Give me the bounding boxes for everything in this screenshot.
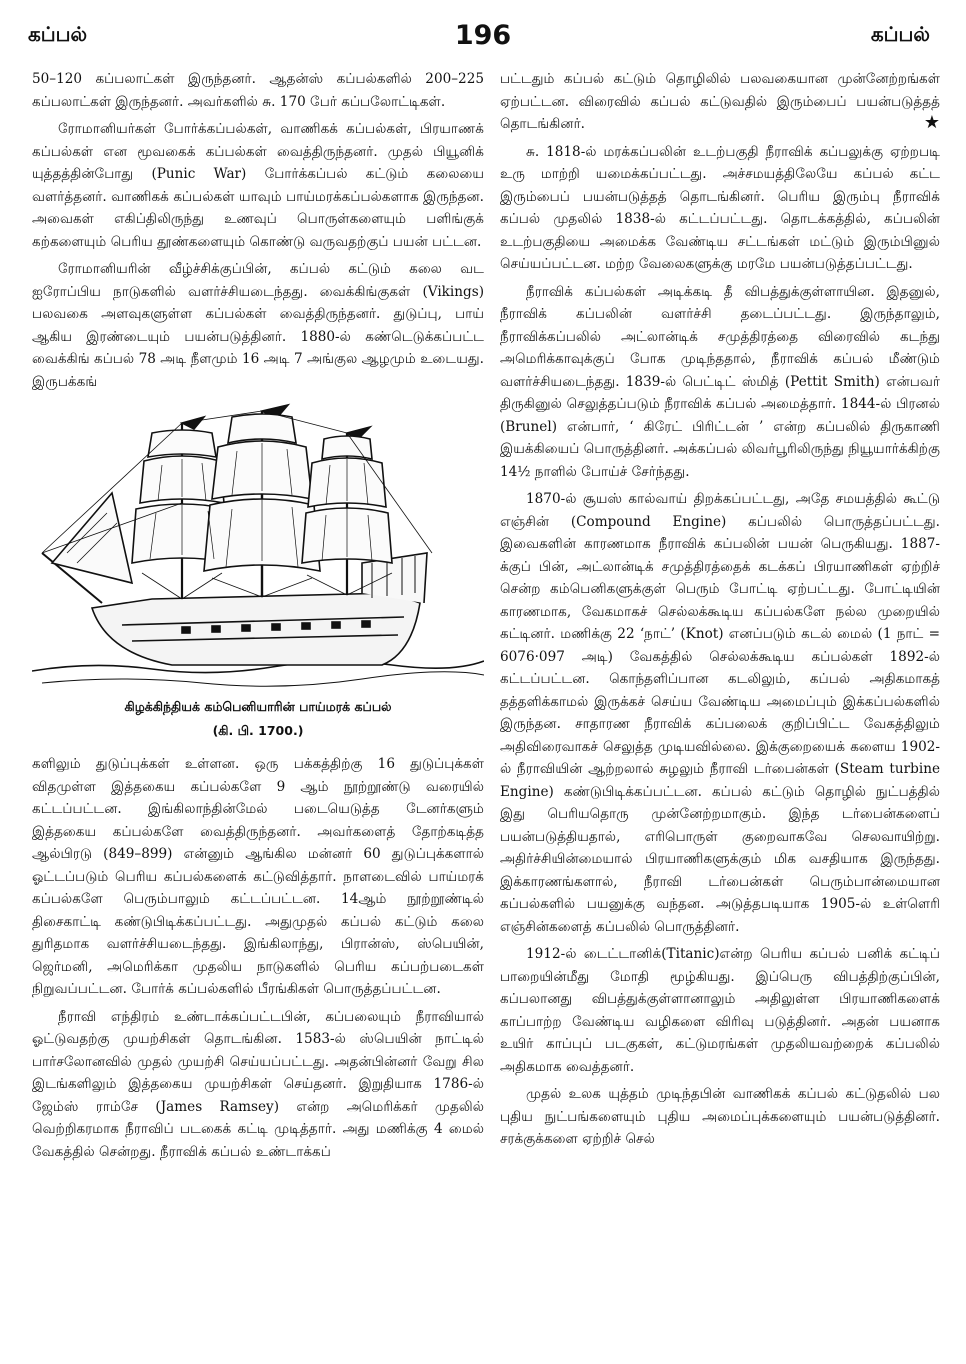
page-number: 196	[454, 20, 512, 51]
paragraph: 1912-ல் டைட்டானிக்(Titanic)என்ற பெரிய கப்பல் பனிக் கட்டிப் பாறையின்மீது மோதி மூழ்கியது. இப்பெரு விபத்திற்குப்பின், கப்பலானது விபத்துக்குள்ளானாலும் அதிலுள்ள பிரயாணிகளைக் காப்பாற்ற வேண்டிய வழிகளை விரிவு படுத்தினர். அதன் பயனாக உயிர் காப்புப் படகுகள், கட்டுமரங்கள் முதலியவற்றைக் கப்பலில் அதிகமாக வைத்தனர்.	[500, 946, 940, 1075]
right-column	[500, 68, 940, 1156]
figure-caption-date: (கி. பி. 1700.)	[212, 723, 304, 738]
figure-caption-title: கிழக்கிந்தியக் கம்பெனியாரின் பாய்மரக் கப்பல்	[124, 699, 392, 714]
paragraph: 50–120 கப்பலாட்கள் இருந்தனர். ஆதன்ஸ் கப்பல்களில் 200–225 கப்பலாட்கள் இருந்தனர். அவர்களில் சு. 170 பேர் கப்பலோட்டிகள்.	[32, 71, 484, 110]
paragraph	[500, 68, 940, 136]
paragraph: 1870-ல் சூயஸ் கால்வாய் திறக்கப்பட்டது, அதே சமயத்தில் கூட்டு எஞ்சின் (Compound Engine) கப்பலில் பொருத்தப்பட்டது. இவைகளின் காரணமாக நீராவிக் கப்பலின் பயன் பெருகியது. 1887-க்குப் பின், அட்லான்டிக் சமுத்திரத்தைக் கடக்கப் பிரயாணிகள் ஏற்றிச் சென்ற கம்பெனிகளுக்குள் பெரும் போட்டி ஏற்பட்டது. போட்டியின் காரணமாக, வேகமாகச் செல்லக்கூடிய கப்பல்களே நல்ல முறையில் கட்டினர். மணிக்கு 22 ‘நாட்’ (Knot) எனப்படும் கடல் மைல் (1 நாட் = 6076·097 அடி) வேகத்தில் செல்லக்கூடிய கப்பல்கள் 1892-ல் கட்டப்பட்டன. கொந்தளிப்பான கடலிலும், கப்பல் அதிகமாகத் தத்தளிக்காமல் இருக்கச் செய்ய வேண்டிய அமைப்பும் இக்கப்பல்களில் இருந்தன. சாதாரண நீராவிக் கப்பலைக் குறிப்பிட்ட வேகத்திலும் அதிவிரைவாகச் செலுத்த முடியவில்லை. இக்குறையைக் களைய 1902-ல் நீராவியின் ஆற்றலால் சுழலும் நீராவி டர்பைன்கள் (Steam turbine Engine) கண்டுபிடிக்கப்பட்டன. கப்பல் கட்டும் தொழில் நுட்பத்தில் இது பெரியதொரு முன்னேற்றமாகும். இந்த டர்பைன்களைப் பயன்படுத்தியதால், எரிபொருள் குறைவாகவே செலவாயிற்று. அதிர்ச்சியின்மையால் பிரயாணிகளுக்கும் மிக வசதியாக இருந்தது. இக்காரணங்களால், நீராவி டர்பைன்கள் பெரும்பான்மையான கப்பல்களில் பயனுக்கு வந்தன. அடுத்தபடியாக 1905-ல் உள்ளெரி எஞ்சின்களைத் கப்பலில் பொருத்தினர்.	[500, 491, 940, 935]
running-head-left: கப்பல்	[28, 22, 88, 46]
paragraph: முதல் உலக யுத்தம் முடிந்தபின் வாணிகக் கப்பல் கட்டுதலில் பல புதிய நுட்பங்களையும் புதிய அமைப்புக்களையும் பயன்படுத்தினர். சரக்குக்களை ஏற்றிச் செல்	[500, 1086, 940, 1147]
sailing-ship-drawing	[32, 403, 484, 693]
paragraph: சு. 1818-ல் மரக்கப்பலின் உடற்பகுதி நீராவிக் கப்பலுக்கு ஏற்றபடி உரு மாற்றி யமைக்கப்பட்டது. அச்சமயத்திலேயே கப்பல் கட்ட இரும்பைப் பயன்படுத்தத் தொடங்கினர். பெரிய இரும்பு நீராவிக் கப்பல் முதலில் 1838-ல் கட்டப்பட்டது. தொடக்கத்தில், கப்பலின் உடற்பகுதியை அமைக்க வேண்டிய சட்டங்கள் மட்டும் இரும்பினுல் செய்யப்பட்டன. மற்ற வேலைகளுக்கு மரமே பயன்படுத்தப்பட்டது.	[500, 143, 940, 272]
paragraph: நீராவிக் கப்பல்கள் அடிக்கடி தீ விபத்துக்குள்ளாயின. இதனுல், நீராவிக் கப்பலின் வளர்ச்சி தடைப்பட்டது. இருந்தாலும், நீராவிக்கப்பலில் அட்லான்டிக் சமுத்திரத்தை விரைவில் கடந்து அமெரிக்காவுக்குப் போக முடிந்ததால், நீராவிக் கப்பல் மீண்டும் வளர்ச்சியடைந்தது. 1839-ல் பெட்டிட் ஸ்மித் (Pettit Smith) என்பவர் திருகினுல் செலுத்தப்படும் நீராவிக் கப்பல் அமைத்தார். 1844-ல் பிரனல் (Brunel) என்பார், ‘ கிரேட் பிரிட்டன் ’ என்ற கப்பலில் திருகாணி இயக்கியைப் பொருத்தினர். அக்கப்பல் லிவர்பூரிலிருந்து நியூயார்க்கிற்கு 14½ நாளில் போய்ச் சேர்ந்தது.	[500, 283, 940, 480]
left-column	[32, 68, 484, 1168]
page-header	[0, 0, 966, 60]
running-head-right: கப்பல்	[870, 22, 930, 46]
paragraph-text: பட்டதும் கப்பல் கட்டும் தொழிலில் பலவகையான முன்னேற்றங்கள் ஏற்பட்டன. விரைவில் கப்பல் கட்டுவதில் இரும்பைப் பயன்படுத்தத் தொடங்கினர்.	[500, 71, 940, 132]
paragraph: ரோமானியர்கள் போர்க்கப்பல்கள், வாணிகக் கப்பல்கள், பிரயாணக் கப்பல்கள் என மூவகைக் கப்பல்கள் வைத்திருந்தனர். முதல் பியூனிக் யுத்தத்தின்போது (Punic War) போர்க்கப்பல் கட்டும் கலையை வளர்த்தனர். வாணிகக் கப்பல்கள் யாவும் பாய்மரக்கப்பல்களாக இருந்தன. அவைகள் எகிப்திலிருந்து உணவுப் பொருள்களையும் பளிங்குக் கற்களையும் பெரிய தூண்களையும் கொண்டு வருவதற்குப் பயன் பட்டன.	[32, 121, 484, 250]
paragraph: ரோமானியரின் வீழ்ச்சிக்குப்பின், கப்பல் கட்டும் கலை வட ஐரோப்பிய நாடுகளில் வளர்ச்சியடைந்தது. வைக்கிங்குகள் (Vikings) பலவகை அளவுகளுள்ள கப்பல்கள் வைத்திருந்தனர். துடுப்பு, பாய் ஆகிய இரண்டையும் பயன்படுத்தினர். 1880-ல் கண்டெடுக்கப்பட்ட வைக்கிங் கப்பல் 78 அடி நீளமும் 16 அடி 7 அங்குல ஆழமும் உடையது. இருபக்கங்	[32, 261, 484, 390]
paragraph: களிலும் துடுப்புக்கள் உள்ளன. ஒரு பக்கத்திற்கு 16 துடுப்புக்கள் விதமுள்ள இத்தகைய கப்பல்களே 9 ஆம் நூற்றூண்டு வரையில் கட்டப்பட்டன. இங்கிலாந்தின்மேல் படையெடுத்த டேனர்களும் இத்தகைய கப்பல்களே வைத்திருந்தனர். அவர்களைத் தோற்கடித்த ஆல்பிரடு (849–899) என்னும் ஆங்கில மன்னர் 60 துடுப்புக்களால் ஓட்டப்படும் பெரிய கப்பல்களைக் கட்டுவித்தார். நாளடைவில் பாய்மரக் கப்பல்களே பெரும்பாலும் கட்டப்பட்டன. 14ஆம் நூற்றூண்டில் திசைகாட்டி கண்டுபிடிக்கப்பட்டது. அதுமுதல் கப்பல் கட்டும் கலை துரிதமாக வளர்ச்சியடைந்தது. இங்கிலாந்து, பிரான்ஸ், ஸ்பெயின், ஜெர்மனி, அமெரிக்கா முதலிய நாடுகளில் பெரிய கப்பற்படைகள் நிறுவப்பட்டன. போர்க் கப்பல்களில் பீரங்கிகள் பொருத்தப்பட்டன.	[32, 756, 484, 997]
section-end-star-icon: ★	[923, 112, 940, 133]
ship-illustration-figure	[32, 403, 484, 741]
paragraph: நீராவி எந்திரம் உண்டாக்கப்பட்டபின், கப்பலையும் நீராவியால் ஓட்டுவதற்கு முயற்சிகள் தொடங்கின. 1583-ல் ஸ்பெயின் நாட்டில் பார்சலோனவில் முதல் முயற்சி செய்யப்பட்டது. அதன்பின்னர் வேறு சில இடங்களிலும் இத்தகைய முயற்சிகள் செய்தனர். இறுதியாக 1786-ல் ஜேம்ஸ் ராம்சே (James Ramsey) என்ற அமெரிக்கர் முதலில் வெற்றிகரமாக நீராவிப் படகைக் கட்டி முடித்தார். அது மணிக்கு 4 மைல் வேகத்தில் சென்றது. நீராவிக் கப்பல் உண்டாக்கப்	[32, 1008, 484, 1160]
